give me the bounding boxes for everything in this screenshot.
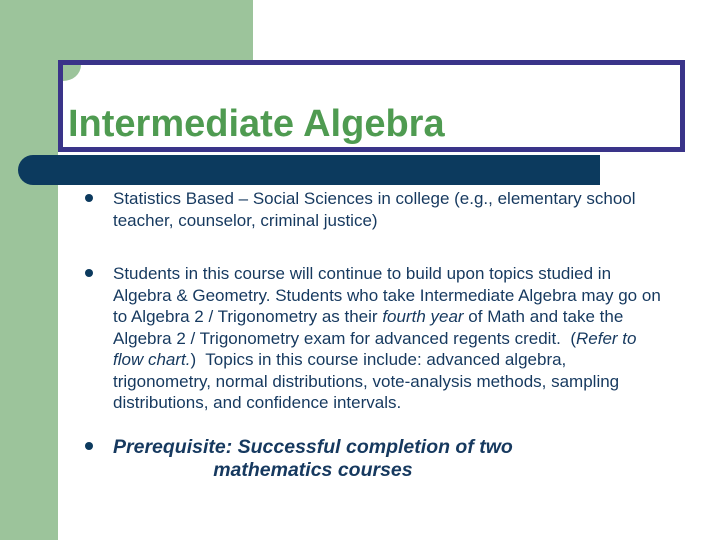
left-green-band xyxy=(0,0,58,540)
title-box xyxy=(58,60,685,152)
bullet-text: Students in this course will continue to build upon topics studied in Algebra & Geometry. Students who take Intermediate Algebra may go on to Algebra 2 / Trigonometry as their fourth year of Math and take the Algebra 2 / Trigonometry exam for advanced regents credit. (Refer to flow chart.) Topics in this course include: advanced algebra, trigonometry, normal distributions, vote-analysis methods, sampling distributions, and confidence intervals. xyxy=(113,264,666,412)
bullet-icon xyxy=(85,194,93,202)
green-corner-accent xyxy=(63,65,81,81)
bullet-text: Prerequisite: Successful completion of two mathematics courses xyxy=(113,435,513,481)
body-text-area xyxy=(85,188,685,482)
bullet-icon xyxy=(85,269,93,277)
bullet-text: Statistics Based – Social Sciences in college (e.g., elementary school teacher, counselor, criminal justice) xyxy=(113,189,641,230)
bullet-item xyxy=(85,436,685,482)
bullet-icon xyxy=(85,442,93,450)
top-green-block xyxy=(0,0,253,60)
bullet-item xyxy=(85,263,685,414)
bullet-item xyxy=(85,188,685,231)
capsule-divider-bar xyxy=(18,155,600,185)
slide-title: Intermediate Algebra xyxy=(68,103,445,145)
